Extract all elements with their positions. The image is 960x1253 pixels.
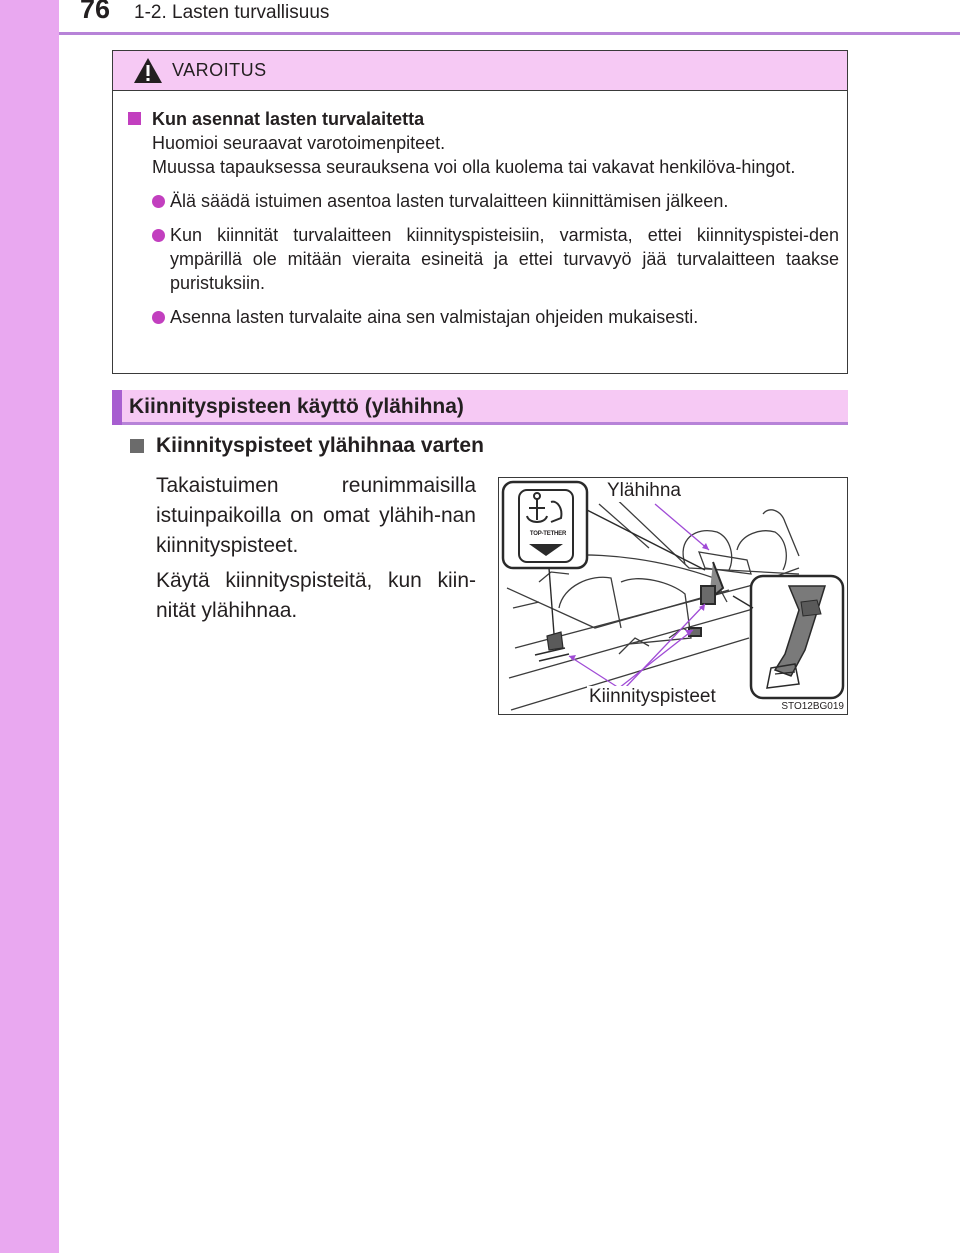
page-number: 76 xyxy=(80,0,111,24)
section-title: 1-2. Lasten turvallisuus xyxy=(134,2,330,23)
warning-intro-1: Huomioi seuraavat varotoimenpiteet. xyxy=(152,133,446,153)
car-seat-illustration xyxy=(499,478,847,714)
figure-code: STO12BG019 xyxy=(781,701,844,712)
warning-bullet: Asenna lasten turvalaite aina sen valmistajan ohjeiden mukaisesti. xyxy=(128,305,839,329)
warning-heading: Kun asennat lasten turvalaitetta xyxy=(128,107,839,131)
subsection-heading: Kiinnityspisteet ylähihnaa varten xyxy=(130,434,484,458)
warning-intro-2: Muussa tapauksessa seurauksena voi olla kuolema tai vakavat henkilöva-hingot. xyxy=(152,157,796,177)
body-paragraph: Takaistuimen reunimmaisilla istuinpaikoilla on omat ylähih-nan kiinnityspisteet. xyxy=(156,474,476,557)
warning-bullet: Älä säädä istuimen asentoa lasten turvalaitteen kiinnittämisen jälkeen. xyxy=(128,189,839,213)
top-strap-label: Ylähihna xyxy=(607,480,681,501)
warning-triangle-icon xyxy=(133,57,163,84)
header-rule xyxy=(59,32,960,35)
section-band-title: Kiinnityspisteen käyttö (ylähihna) xyxy=(129,395,464,418)
warning-label: VAROITUS xyxy=(172,60,267,80)
round-bullet-icon xyxy=(152,311,165,324)
tether-anchor-figure xyxy=(498,477,848,715)
warning-bullet: Kun kiinnität turvalaitteen kiinnityspisteisiin, varmista, ettei kiinnityspistei-den ympärillä ole mitään vieraita esineitä ja ettei turvavyö jää turvalaitteen taakse puristuksiin. xyxy=(128,223,839,295)
anchor-points-label: Kiinnityspisteet xyxy=(589,686,716,707)
body-paragraph: Käytä kiinnityspisteitä, kun kiin-nität ylähihnaa. xyxy=(156,569,476,622)
round-bullet-icon xyxy=(152,195,165,208)
section-band-bar xyxy=(112,390,122,425)
round-bullet-icon xyxy=(152,229,165,242)
warning-box xyxy=(112,50,848,374)
side-color-strip xyxy=(0,0,59,1253)
warning-body xyxy=(113,91,847,329)
section-band xyxy=(112,390,848,425)
square-bullet-icon xyxy=(130,439,144,453)
top-tether-badge: TOP-TETHER xyxy=(529,531,567,537)
warning-header xyxy=(113,51,847,91)
square-bullet-icon xyxy=(128,112,141,125)
